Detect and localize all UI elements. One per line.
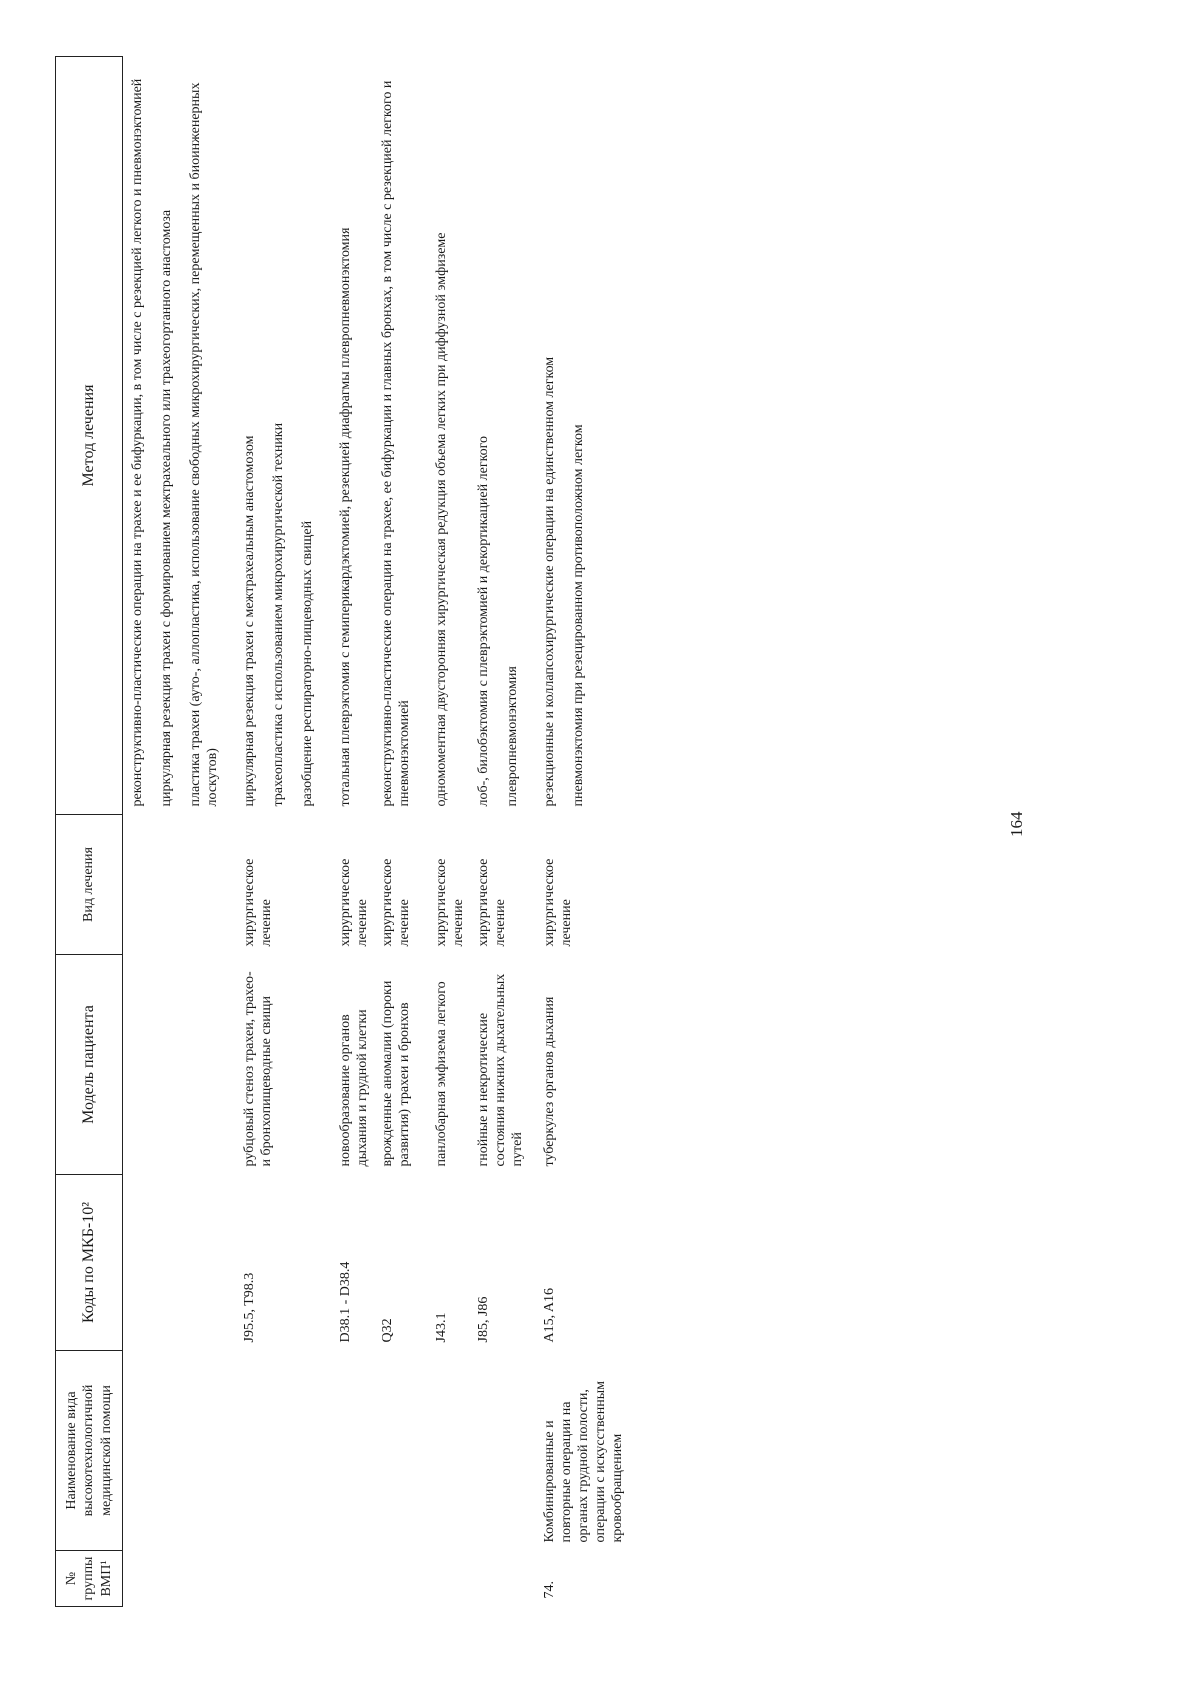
table-row [373, 57, 427, 1607]
treatment-table [55, 56, 629, 1607]
cell-methods [373, 57, 427, 815]
method-item: пластика трахеи (ауто-, аллопластика, использование свободных микрохирургических, перемещенных и биоинженерных лоскутов) [188, 82, 221, 807]
method-list [541, 65, 587, 807]
method-item: трахеопластика с использованием микрохирургической техники [271, 422, 287, 807]
method-list [433, 65, 450, 807]
cell-kind: хирургическое лечение [476, 858, 509, 947]
table-row [427, 57, 469, 1607]
cell-model [123, 955, 236, 1175]
cell-methods [427, 57, 469, 815]
cell-codes [123, 1175, 236, 1351]
header-kind: Вид лечения [56, 815, 123, 955]
cell-group [123, 1551, 236, 1607]
page-number: 164 [1007, 811, 1026, 837]
method-list [475, 65, 521, 807]
cell-model: новообразование органов дыхания и грудной клетки [337, 1009, 370, 1167]
table-row [123, 57, 236, 1607]
cell-name [469, 1351, 535, 1551]
method-item: реконструктивно-пластические операции на трахее и ее бифуркации, в том числе с резекцией легкого и пневмонэктомией [130, 78, 145, 807]
cell-group [235, 1551, 330, 1607]
header-model: Модель пациента [56, 955, 123, 1175]
cell-methods [123, 57, 236, 815]
method-item: тотальная плеврэктомия с гемиперикардэктомией, резекцией диафрагмы плевропневмонэктомия [337, 227, 353, 807]
cell-name [123, 1351, 236, 1551]
cell-kind: хирургическое лечение [337, 858, 370, 947]
cell-kind: хирургическое лечение [542, 858, 575, 947]
rotated-content [55, 57, 1085, 1607]
method-item: реконструктивно-пластические операции на трахее, ее бифуркации и главных бронхах, в том числе с резекцией легкого и пневмонэктомией [379, 80, 412, 807]
cell-kind: хирургическое лечение [433, 858, 466, 947]
method-item: пневмонэктомия при резецированном противоположном легком [571, 424, 587, 807]
table-body [123, 57, 629, 1607]
method-list [337, 65, 354, 807]
cell-codes: Q32 [379, 1318, 395, 1343]
cell-methods [235, 57, 330, 815]
cell-methods [469, 57, 535, 815]
cell-kind [123, 815, 236, 955]
cell-name [427, 1351, 469, 1551]
cell-kind: хирургическое лечение [242, 858, 275, 947]
cell-methods [331, 57, 373, 815]
table-row [235, 57, 330, 1607]
table-row [535, 57, 628, 1607]
cell-name [331, 1351, 373, 1551]
method-item: резекционные и коллапсохирургические операции на единственном легком [542, 356, 558, 807]
cell-model: туберкулез органов дыхания [542, 996, 558, 1167]
header-method: Метод лечения [56, 57, 123, 815]
method-item: разобщение респираторно-пищеводных свищей [300, 520, 316, 807]
cell-codes: D38.1 - D38.4 [337, 1261, 353, 1343]
cell-methods [535, 57, 628, 815]
cell-codes: A15, A16 [542, 1288, 558, 1343]
cell-model: панлобарная эмфизема легкого [433, 981, 449, 1167]
cell-codes: J43.1 [433, 1312, 449, 1343]
header-group-no: № группы ВМП¹ [56, 1551, 123, 1607]
method-list [379, 65, 413, 807]
method-item: одномоментная двусторонняя хирургическая редукция объема легких при диффузной эмфиземе [433, 232, 449, 807]
cell-group: 74. [542, 1581, 558, 1599]
cell-group [373, 1551, 427, 1607]
cell-group [427, 1551, 469, 1607]
method-list [129, 65, 221, 807]
cell-codes: J95.5, T98.3 [242, 1272, 258, 1343]
cell-group [469, 1551, 535, 1607]
cell-codes: J85, J86 [476, 1296, 492, 1343]
cell-name [373, 1351, 427, 1551]
cell-kind: хирургическое лечение [379, 858, 412, 947]
method-list [241, 65, 316, 807]
table-header [56, 57, 123, 1607]
header-name: Наименование вида высокотехнологичной медицинской помощи [56, 1351, 123, 1551]
method-item: циркулярная резекция трахеи с формированием межтрахеального или трахеогортанного анастомоза [159, 209, 175, 807]
table-row [331, 57, 373, 1607]
cell-model: гнойные и некротические состояния нижних дыхательных путей [476, 973, 526, 1167]
method-item: циркулярная резекция трахеи с межтрахеальным анастомозом [242, 435, 258, 807]
cell-name [235, 1351, 330, 1551]
header-codes: Коды по МКБ-10² [56, 1175, 123, 1351]
cell-name: Комбинированные и повторные операции на органах грудной полости, операции с искусственным кровообращением [542, 1381, 626, 1543]
table-row [469, 57, 535, 1607]
cell-model: рубцовый стеноз трахеи, трахео- и бронхопищеводные свищи [242, 971, 275, 1167]
cell-model: врожденные аномалии (пороки развития) трахеи и бронхов [379, 980, 412, 1167]
cell-group [331, 1551, 373, 1607]
method-item: плевропневмонэктомия [505, 666, 521, 807]
method-item: лоб-, билобэктомия с плеврэктомией и декортикацией легкого [476, 435, 492, 807]
